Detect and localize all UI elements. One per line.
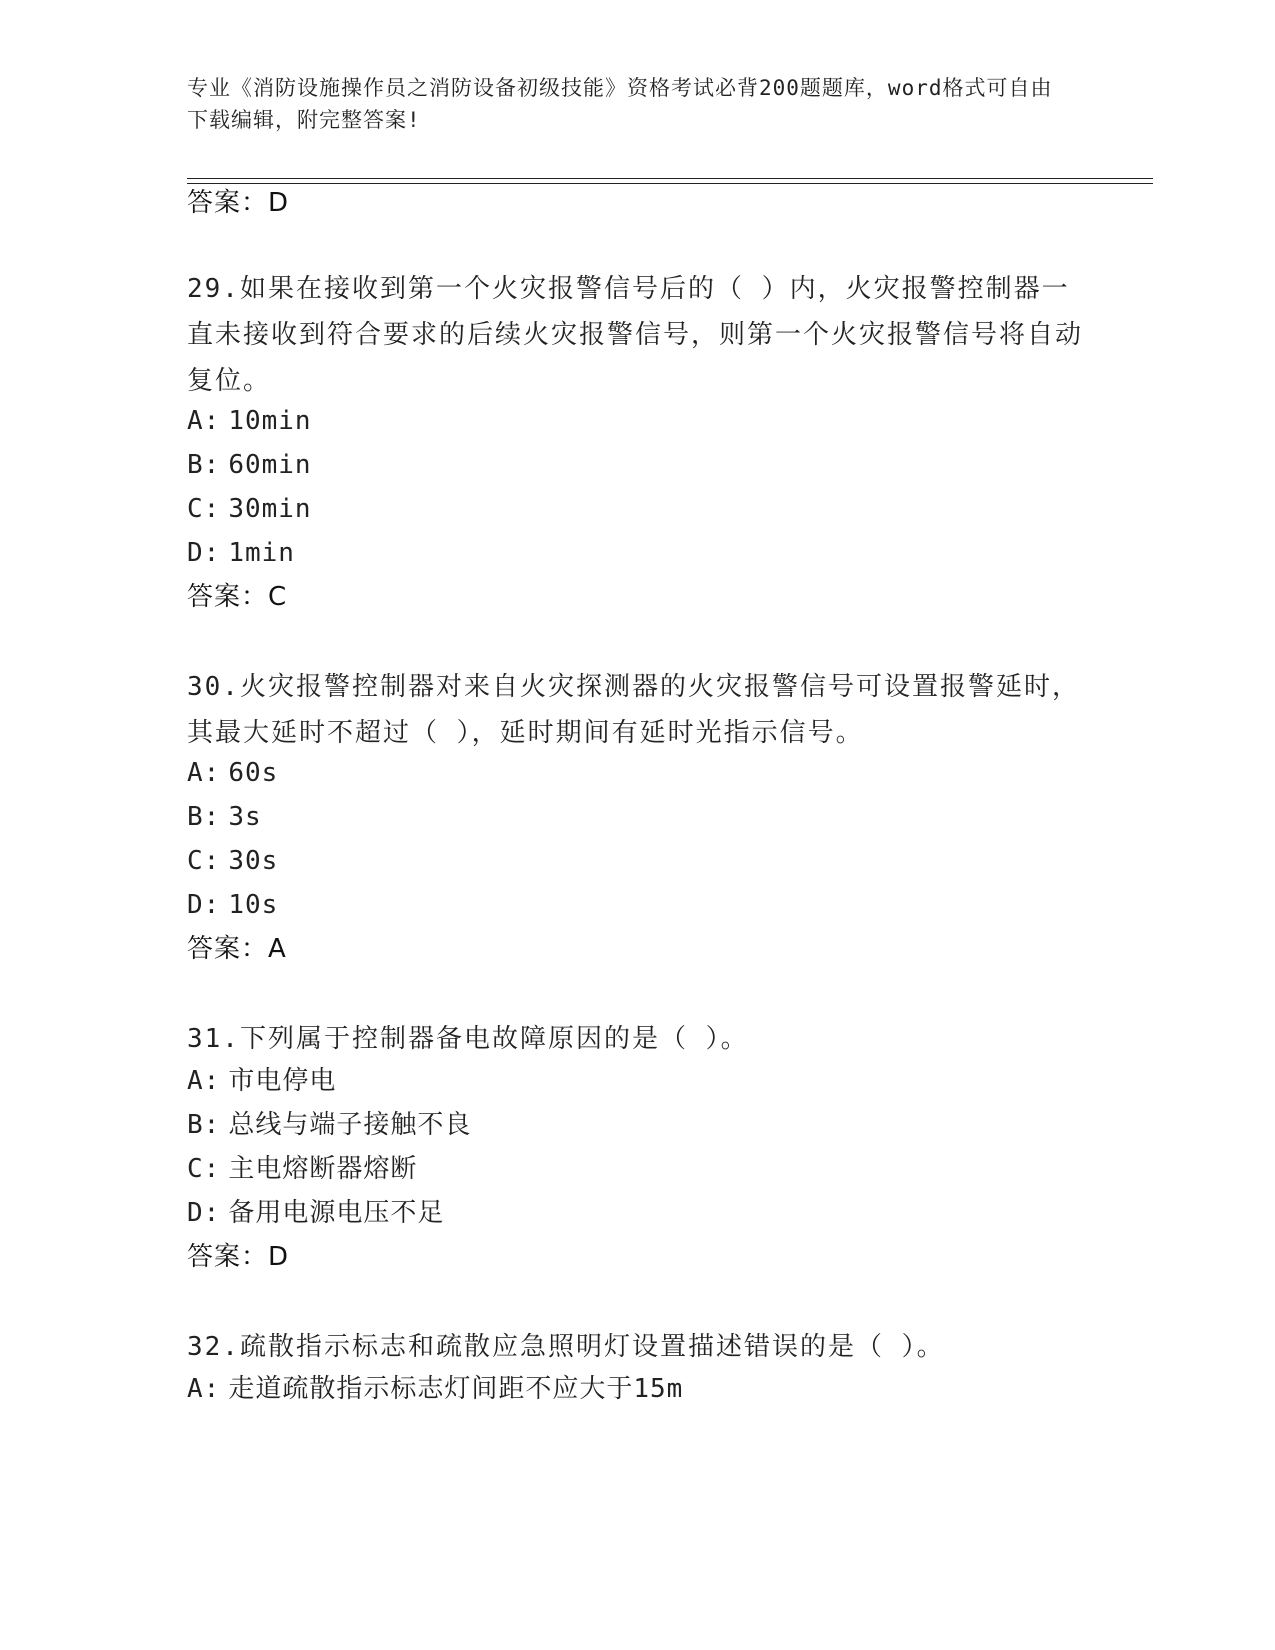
option-key: B:: [187, 450, 221, 480]
option-value: 30min: [228, 494, 312, 524]
question-29-option-d: [187, 536, 295, 570]
option-value: 主电熔断器熔断: [228, 1154, 418, 1184]
question-31-answer: 答案：D: [187, 1242, 290, 1272]
question-32-text: 32.疏散指示标志和疏散应急照明灯设置描述错误的是（ ）。: [187, 1332, 945, 1362]
document-header: [187, 72, 1067, 136]
question-30-option-c: [187, 844, 278, 878]
question-31-option-d: [187, 1196, 444, 1230]
prev-answer: 答案：D: [187, 188, 290, 218]
question-29-answer: 答案：C: [187, 582, 288, 612]
option-key: A:: [187, 406, 221, 436]
option-value: 60s: [228, 758, 279, 788]
option-value: 10min: [228, 406, 312, 436]
option-key: C:: [187, 1154, 221, 1184]
option-key: B:: [187, 802, 221, 832]
question-31-option-a: [187, 1064, 336, 1098]
header-rule-bottom: [187, 183, 1153, 184]
question-29-text: 29.如果在接收到第一个火灾报警信号后的（ ）内，火灾报警控制器一直未接收到符合要求的后续火灾报警信号，则第一个火灾报警信号将自动复位。: [187, 274, 1084, 396]
question-30-option-b: [187, 800, 262, 834]
option-key: A:: [187, 758, 221, 788]
question-29-option-c: [187, 492, 312, 526]
option-value: 市电停电: [228, 1066, 337, 1096]
option-value: 备用电源电压不足: [228, 1198, 445, 1228]
option-key: B:: [187, 1110, 221, 1140]
question-32-option-a: [187, 1372, 683, 1406]
question-30-text: 30.火灾报警控制器对来自火灾探测器的火灾报警信号可设置报警延时，其最大延时不超过（ ），延时期间有延时光指示信号。: [187, 672, 1080, 748]
option-key: D:: [187, 890, 221, 920]
option-key: C:: [187, 494, 221, 524]
option-value: 总线与端子接触不良: [228, 1110, 472, 1140]
option-value: 10s: [228, 890, 279, 920]
question-30-option-d: [187, 888, 278, 922]
option-value: 30s: [228, 846, 279, 876]
option-key: A:: [187, 1066, 221, 1096]
option-value: 走道疏散指示标志灯间距不应大于15m: [228, 1374, 684, 1404]
question-31-option-c: [187, 1152, 417, 1186]
question-31-text: 31.下列属于控制器备电故障原因的是（ ）。: [187, 1024, 749, 1054]
question-30-option-a: [187, 756, 278, 790]
header-rule-top: [187, 178, 1153, 179]
option-key: D:: [187, 538, 221, 568]
option-key: C:: [187, 846, 221, 876]
question-30-answer: 答案：A: [187, 934, 287, 964]
option-value: 1min: [228, 538, 295, 568]
option-key: A:: [187, 1374, 221, 1404]
option-key: D:: [187, 1198, 221, 1228]
question-29-option-b: [187, 448, 312, 482]
option-value: 60min: [228, 450, 312, 480]
header-title: 专业《消防设施操作员之消防设备初级技能》资格考试必背200题题库，word格式可自由下载编辑，附完整答案!: [187, 76, 1053, 132]
question-29-option-a: [187, 404, 312, 438]
option-value: 3s: [228, 802, 262, 832]
question-31-option-b: [187, 1108, 471, 1142]
